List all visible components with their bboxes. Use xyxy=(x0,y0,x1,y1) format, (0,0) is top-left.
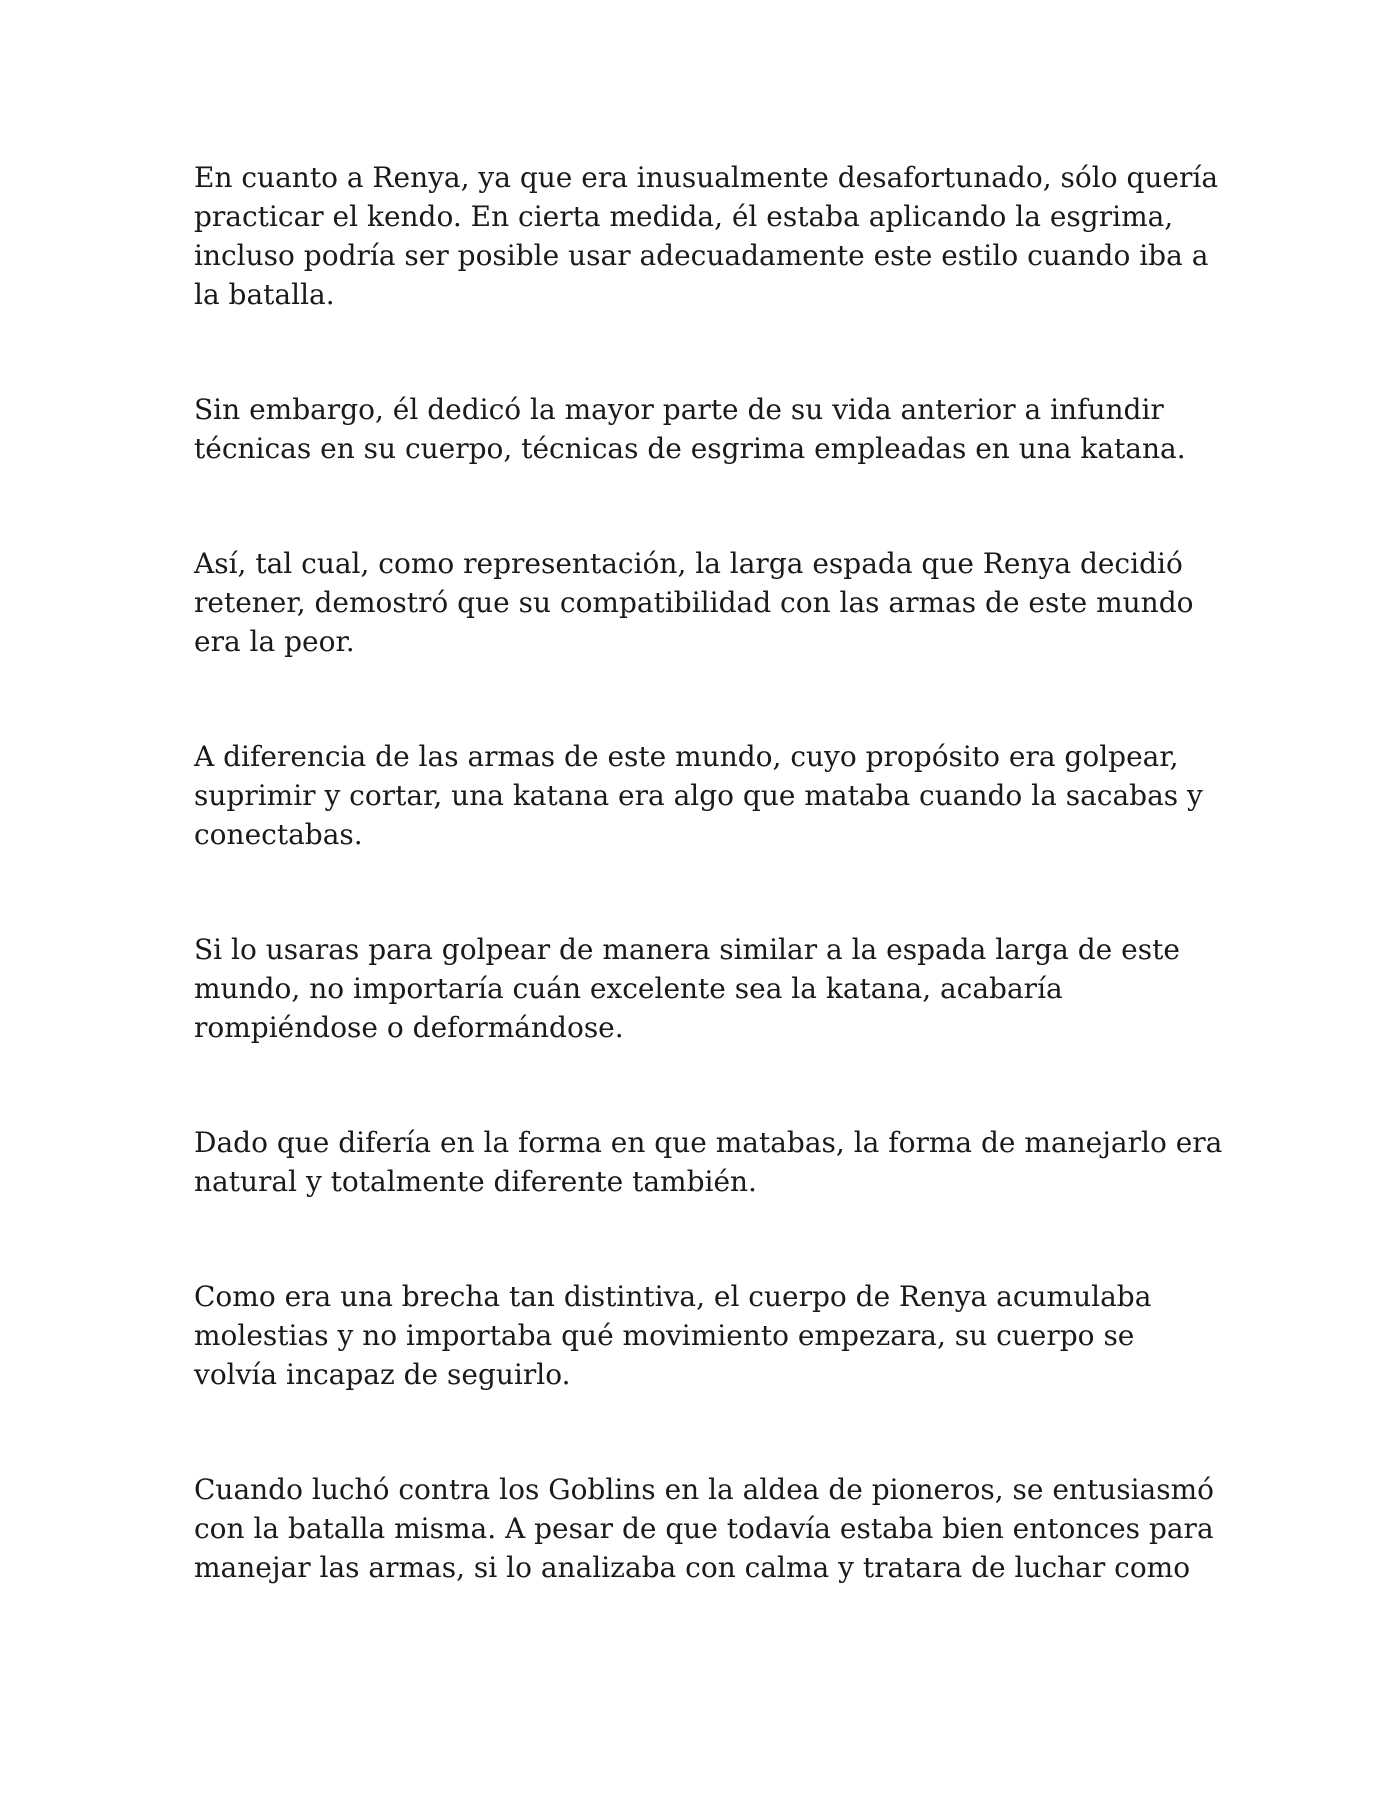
paragraph: Si lo usaras para golpear de manera similar a la espada larga de este mundo, no importaría cuán excelente sea la katana, acabaría rompiéndose o deformándose. xyxy=(194,933,1180,1044)
paragraph: En cuanto a Renya, ya que era inusualmente desafortunado, sólo quería practicar el kendo. En cierta medida, él estaba aplicando la esgrima, incluso podría ser posible usar adecuadamente este estilo cuando iba a la batalla. xyxy=(194,161,1219,311)
paragraph: Así, tal cual, como representación, la larga espada que Renya decidió retener, demostró que su compatibilidad con las armas de este mundo era la peor. xyxy=(194,547,1194,658)
paragraph: Sin embargo, él dedicó la mayor parte de su vida anterior a infundir técnicas en su cuerpo, técnicas de esgrima empleadas en una katana. xyxy=(194,393,1186,465)
paragraph: Como era una brecha tan distintiva, el cuerpo de Renya acumulaba molestias y no importaba qué movimiento empezara, su cuerpo se volvía incapaz de seguirlo. xyxy=(194,1280,1152,1391)
paragraph: Cuando luchó contra los Goblins en la aldea de pioneros, se entusiasmó con la batalla misma. A pesar de que todavía estaba bien entonces para manejar las armas, si lo analizaba con calma y tratara de luchar como xyxy=(194,1473,1215,1584)
paragraph: Dado que difería en la forma en que matabas, la forma de manejarlo era natural y totalmente diferente también. xyxy=(194,1126,1223,1198)
document-body xyxy=(194,158,1224,1663)
paragraph: A diferencia de las armas de este mundo, cuyo propósito era golpear, suprimir y cortar, una katana era algo que mataba cuando la sacabas y conectabas. xyxy=(194,740,1203,851)
